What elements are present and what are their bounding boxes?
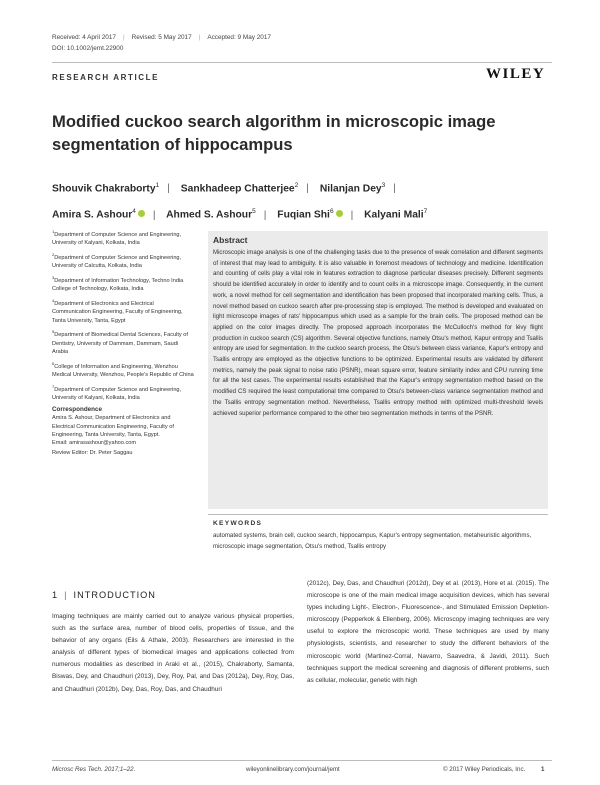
- footer-divider: [52, 760, 552, 761]
- author-line-2: Amira S. Ashour$^4$ | Ahmed S. Ashour$^5$ | Fuqian Shi$^6$ | Kalyani Mali$^7$: [52, 208, 428, 221]
- author-name[interactable]: Sankhadeep Chatterjee: [180, 183, 295, 195]
- author-name[interactable]: Kalyani Mali: [364, 209, 424, 221]
- keywords-divider: [208, 514, 548, 515]
- author-name[interactable]: Amira S. Ashour: [52, 209, 133, 221]
- intro-left-column: Imaging techniques are mainly carried out to analyze various physical properties, such as the surface area, number of blood cells, properties of tissue, and the behavior of any organs (Eils & Athale, 2003). Researchers are interested in the analysis of different types of biomedical images and applications collected from numerous modalities as described in Araki et al., (2015), Chakraborty, Samanta, Biswas, Dey, and Chaudhuri (2013), Dey, Roy, Pal, and Das (2012a), Dey, Roy, Das, and Chaudhuri (2012b), Dey, Das, Roy, Das, and Chaudhuri: [52, 613, 294, 693]
- affiliation: $^6$College of Information and Engineering, Wenzhou Medical University, Wenzhou, People's Republic of China: [52, 360, 194, 378]
- doi: DOI: 10.1002/jemt.22900: [52, 45, 124, 52]
- footer-journal: Microsc Res Tech. 2017;1–22.: [52, 766, 136, 773]
- keywords-text: automated systems, brain cell, cuckoo search, hippocampus, Kapur's entropy segmentation, metaheuristic algorithms, microscopic image segmentation, Otsu's method, Tsallis entropy: [213, 532, 532, 550]
- affiliations: [52, 228, 194, 458]
- author-name[interactable]: Ahmed S. Ashour: [166, 209, 253, 221]
- page-number: 1: [541, 766, 545, 773]
- received-date: Received: 4 April 2017 | Revised: 5 May 2017 | Accepted: 9 May 2017: [52, 34, 271, 41]
- footer-url[interactable]: wileyonlinelibrary.com/journal/jemt: [246, 766, 340, 773]
- author-name[interactable]: Fuqian Shi: [277, 209, 330, 221]
- affiliation: $^7$Department of Computer Science and Engineering, University of Kalyani, Kolkata, India: [52, 383, 182, 402]
- affiliation: $^2$Department of Computer Science and Engineering, University of Calcutta, Kolkata, India: [52, 252, 182, 270]
- footer-copyright: © 2017 Wiley Periodicals, Inc.: [443, 766, 526, 773]
- correspondence-text: Amira S. Ashour, Department of Electronics and Electrical Communication Engineering, Faculty of Engineering, Tanta University, Tanta, Egypt.: [52, 415, 174, 438]
- correspondence-email[interactable]: Email: amirasashour@yahoo.com: [52, 440, 137, 447]
- abstract-heading: Abstract: [213, 235, 248, 245]
- orcid-icon[interactable]: [138, 210, 145, 217]
- correspondence-heading: Correspondence: [52, 405, 103, 413]
- affiliation: $^5$Department of Biomedical Dental Sciences, Faculty of Dentistry, University of Dammam, Dammam, Saudi Arabia: [52, 329, 188, 355]
- affiliation: $^3$Department of Information Technology, Techno India College of Technology, Kolkata, India: [52, 275, 184, 293]
- orcid-icon[interactable]: [336, 210, 343, 217]
- article-type: RESEARCH ARTICLE: [52, 73, 160, 82]
- affiliation: $^1$Department of Computer Science and Engineering, University of Kalyani, Kolkata, India: [52, 229, 182, 247]
- intro-right-column: (2012c), Dey, Das, and Chaudhuri (2012d), Dey et al. (2013), Hore et al. (2015). The microscope is one of the main medical image acquisition devices, which has several types including Light-, Electron-, Fluorescence-, and Stimulated Emission Depletion-microscopy (Pepperkok & Ellenberg, 2006). Microscopy imaging techniques are very useful to explore the microscopic world. These techniques are used by many physiologists, scientists, and researcher to study the different behaviors of the microscopic world (Martinez-Corral, Navarro, Saavedra, & Javidi, 2011). Such techniques support the medical screening and diagnosis of different problems, such as cellular, molecular, genetic with high: [307, 580, 549, 684]
- section-heading: 1 | INTRODUCTION: [52, 590, 156, 600]
- author-name[interactable]: Shouvik Chakraborty: [52, 183, 156, 195]
- review-editor: Review Editor: Dr. Peter Saggau: [52, 450, 133, 457]
- affiliation: $^4$Department of Electronics and Electrical Communication Engineering, Faculty of Engineering, Tanta University, Tanta, Egypt: [52, 298, 183, 324]
- page-title: Modified cuckoo search algorithm in microscopic image segmentation of hippocampus: [52, 112, 496, 154]
- publisher-logo: WILEY: [486, 66, 546, 82]
- keywords-heading: KEYWORDS: [213, 520, 263, 527]
- author-name[interactable]: Nilanjan Dey: [319, 183, 382, 195]
- abstract-text: Microscopic image analysis is one of the challenging tasks due to the presence of weak correlation and different segments of interest that may lead to ambiguity. It is also valuable in foremost meadows of technology and medicine. Identification and counting of cells play a vital role in features extraction to diagnose particular diseases precisely. Different segments should be identified accurately in order to identify and to count cells in a microscope image. Consequently, in the current work, a novel method for cell segmentation and identification has been proposed that incorporated marking cells. Thus, a novel method based on cuckoo search after pre-processing step is employed. The method is developed and evaluated on light microscope images of rats' hippocampus which used as a sample for the brain cells. The proposed method can be applied on the color images directly. The proposed approach incorporates the McCulloch's method for lévy flight production in cuckoo search (CS) algorithm. Several objective functions, namely Otsu's method, Kapur entropy and Tsallis entropy are used for segmentation. In the cuckoo search process, the Otsu's between class variance, Kapur's entropy and Tsallis entropy are employed as the objective functions to be optimized. Experimental results are validated by different metrics, namely the peak signal to noise ratio (PSNR), mean square error, feature similarity index and CPU running time for all the test cases. The experimental results established that the Kapur's entropy segmentation method based on the modified CS required the least computational time compared to Otsu's between-class variance segmentation method and the Tsallis entropy segmentation method. Nevertheless, Tsallis entropy method with optimized multi-threshold levels achieved superior performance compared to the other two segmentation methods in terms of the PSNR.: [213, 249, 543, 417]
- header-divider: [52, 62, 552, 63]
- author-line-1: Shouvik Chakraborty$^1$ | Sankhadeep Chatterjee$^2$ | Nilanjan Dey$^3$ |: [52, 182, 396, 195]
- author-list: [52, 174, 552, 227]
